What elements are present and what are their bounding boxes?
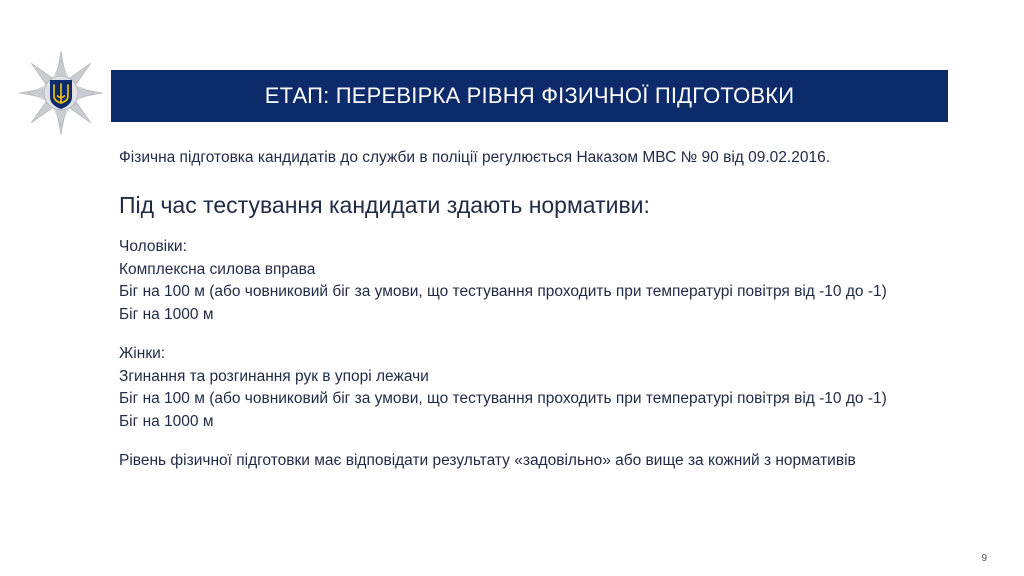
group-label-women: Жінки: [119, 345, 166, 362]
men-standards-list [119, 236, 999, 326]
list-item: Біг на 100 м (або човниковий біг за умови, що тестування проходить при температурі повітря від -10 до -1) [119, 283, 887, 300]
page-title: ЕТАП: ПЕРЕВІРКА РІВНЯ ФІЗИЧНОЇ ПІДГОТОВКИ [264, 83, 795, 108]
section-heading: Під час тестування кандидати здають нормативи: [119, 192, 650, 218]
police-star-emblem-icon [18, 50, 104, 136]
page-number: 9 [981, 553, 987, 564]
intro-text: Фізична підготовка кандидатів до служби в поліції регулюється Наказом МВС № 90 від 09.02.2016. [119, 149, 831, 166]
list-item: Біг на 1000 м [119, 412, 214, 430]
conclusion-text: Рівень фізичної підготовки має відповідати результату «задовільно» або вище за кожний з нормативів [119, 452, 856, 469]
title-bar [111, 70, 948, 122]
slide-content [119, 147, 999, 472]
women-standards-list [119, 343, 999, 433]
list-item: Біг на 100 м (або човниковий біг за умови, що тестування проходить при температурі повітря від -10 до -1) [119, 390, 887, 407]
group-label-men: Чоловіки: [119, 238, 187, 255]
list-item: Комплексна силова вправа [119, 260, 316, 278]
list-item: Біг на 1000 м [119, 305, 214, 323]
list-item: Згинання та розгинання рук в упорі лежачи [119, 367, 429, 385]
